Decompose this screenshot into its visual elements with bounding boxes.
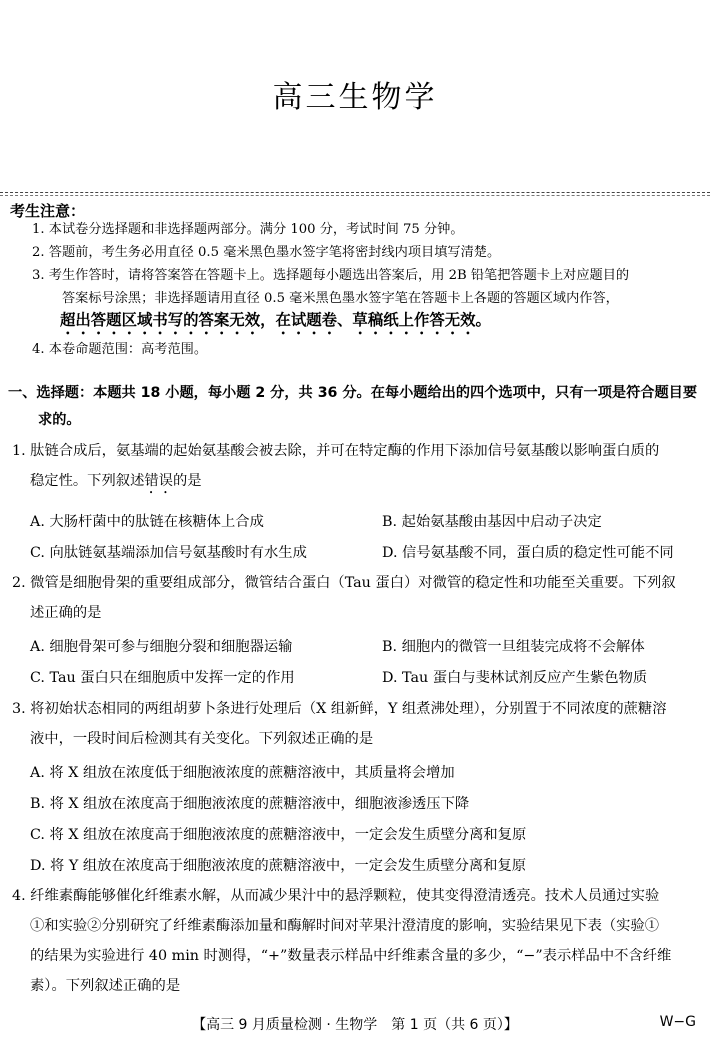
section-heading [8, 380, 698, 434]
q1-emphasis-word: 错误 [144, 473, 173, 489]
q2-option-b: B. 细胞内的微管一旦组装完成将不会解体 [382, 639, 645, 655]
notice-item-3-cont: 答案标号涂黑；非选择题请用直径 0.5 毫米黑色墨水签字笔在答题卡上各题的答题区域内作答， [62, 291, 619, 306]
section-heading-line1: 一、选择题：本题共 18 小题，每小题 2 分，共 36 分。在每小题给出的四个选项中，只有一项是符合题目要 [8, 385, 698, 401]
q3-option-b: B. 将 X 组放在浓度高于细胞液浓度的蔗糖溶液中，细胞液渗透压下降 [30, 796, 470, 812]
q1-option-a: A. 大肠杆菌中的肽链在核糖体上合成 [30, 514, 264, 530]
notice-heading: 考生注意： [10, 202, 86, 220]
q1-stem2-post: 的是 [172, 473, 202, 489]
notice-item-3: 3. 考生作答时，请将答案答在答题卡上。选择题每小题选出答案后，用 2B 铅笔把答题卡上对应题目的 [32, 268, 630, 283]
notice-emphasis-text: 超出答题区域书写的答案无效，在试题卷、草稿纸上作答无效。 [60, 311, 491, 329]
divider-line [0, 192, 710, 193]
question-4-stem-line1: 4. 纤维素酶能够催化纤维素水解，从而减少果汁中的悬浮颗粒，使其变得澄清透亮。技术人员通过实验 [12, 888, 660, 904]
notice-item-4: 4. 本卷命题范围：高考范围。 [32, 342, 208, 357]
q2-option-a: A. 细胞骨架可参与细胞分裂和细胞器运输 [30, 639, 293, 655]
question-2-stem-line1: 2. 微管是细胞骨架的重要组成部分，微管结合蛋白（Tau 蛋白）对微管的稳定性和功能至关重要。下列叙 [12, 575, 676, 591]
notice-item-3-emphasis [60, 311, 700, 338]
question-3-stem-line1: 3. 将初始状态相同的两组胡萝卜条进行处理后（X 组新鲜，Y 组煮沸处理），分别置于不同浓度的蔗糖溶 [12, 701, 667, 717]
question-4-stem-line2: ①和实验②分别研究了纤维素酶添加量和酶解时间对苹果汁澄清度的影响，实验结果见下表（实验① [30, 918, 660, 934]
q3-option-d: D. 将 Y 组放在浓度高于细胞液浓度的蔗糖溶液中，一定会发生质壁分离和复原 [30, 858, 527, 874]
q1-option-d: D. 信号氨基酸不同，蛋白质的稳定性可能不同 [382, 545, 674, 561]
q3-option-c: C. 将 X 组放在浓度高于细胞液浓度的蔗糖溶液中，一定会发生质壁分离和复原 [30, 827, 527, 843]
footer-code: W−G [659, 1014, 696, 1030]
q2-option-c: C. Tau 蛋白只在细胞质中发挥一定的作用 [30, 670, 295, 686]
divider-line [0, 195, 710, 196]
question-3-stem [12, 694, 698, 754]
page-footer: 【高三 9 月质量检测 · 生物学 第 1 页（共 6 页）】 [192, 1017, 518, 1033]
question-4-stem-line4: 素）。下列叙述正确的是 [30, 978, 181, 994]
question-1-stem-line1: 1. 肽链合成后，氨基端的起始氨基酸会被去除，并可在特定酶的作用下添加信号氨基酸以影响蛋白质的 [12, 443, 660, 459]
q2-option-d: D. Tau 蛋白与斐林试剂反应产生紫色物质 [382, 670, 648, 686]
question-4-stem [12, 881, 698, 1001]
question-1-stem [12, 436, 698, 497]
question-1-stem-line2 [12, 466, 698, 497]
q3-option-a: A. 将 X 组放在浓度低于细胞液浓度的蔗糖溶液中，其质量将会增加 [30, 765, 455, 781]
section-heading-line2: 求的。 [38, 412, 81, 428]
notice-item-2: 2. 答题前，考生务必用直径 0.5 毫米黑色墨水签字笔将密封线内项目填写清楚。 [32, 245, 501, 260]
page-title: 高三生物学 [272, 80, 438, 115]
question-2-stem-line2: 述正确的是 [30, 605, 102, 621]
question-2-stem [12, 568, 698, 628]
notice-item-1: 1. 本试卷分选择题和非选择题两部分。满分 100 分，考试时间 75 分钟。 [32, 222, 464, 237]
q1-stem2-pre: 稳定性。下列叙述 [30, 473, 145, 489]
question-3-stem-line2: 液中，一段时间后检测其有关变化。下列叙述正确的是 [30, 731, 374, 747]
q1-option-b: B. 起始氨基酸由基因中启动子决定 [382, 514, 602, 530]
q1-option-c: C. 向肽链氨基端添加信号氨基酸时有水生成 [30, 545, 307, 561]
question-4-stem-line3: 的结果为实验进行 40 min 时测得，“+”数量表示样品中纤维素含量的多少，“−”表示样品中不含纤维 [30, 948, 672, 964]
